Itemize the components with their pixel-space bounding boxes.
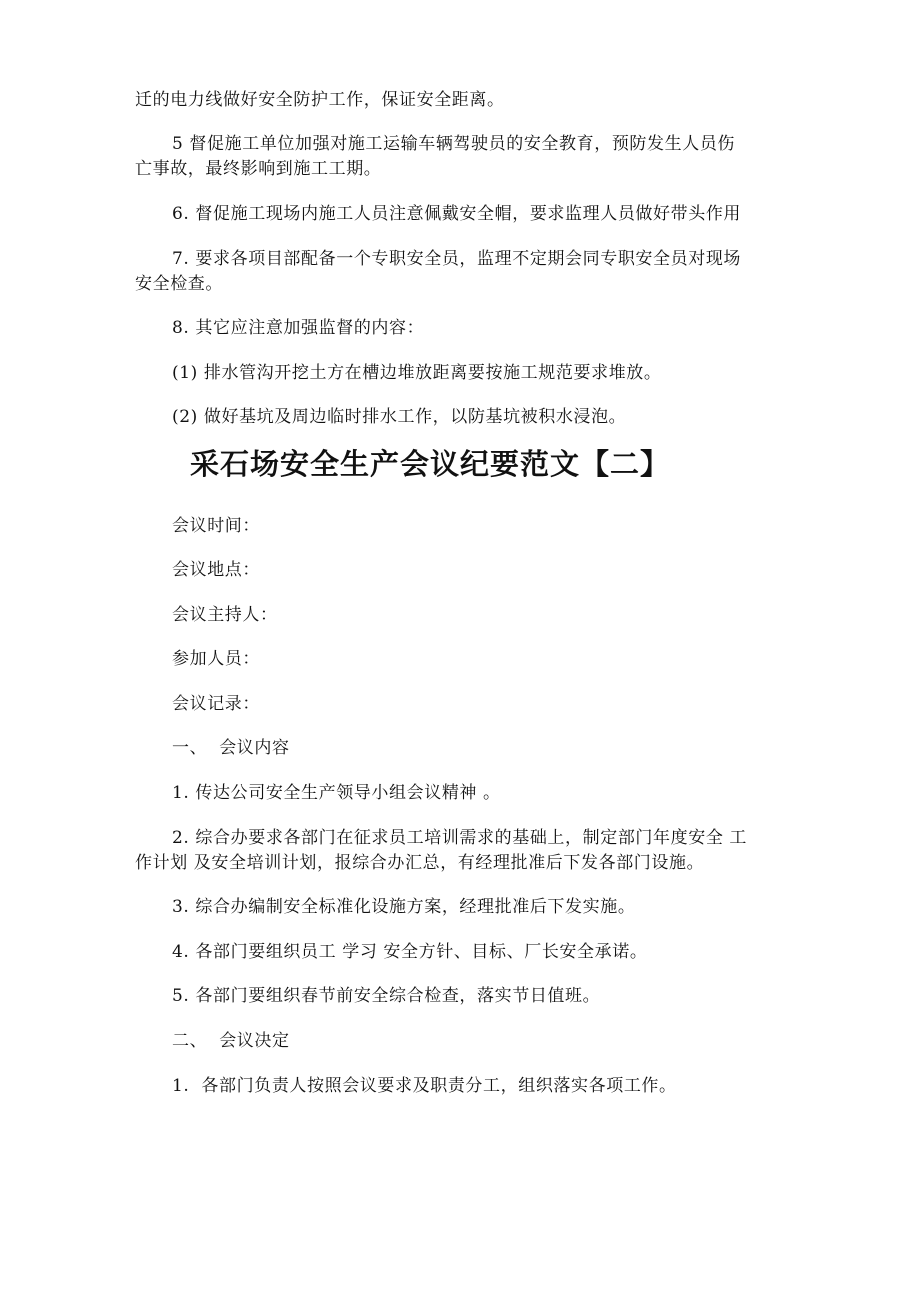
paragraph-line: (2) 做好基坑及周边临时排水工作，以防基坑被积水浸泡。 — [172, 407, 627, 427]
paragraph-line: 亡事故，最终影响到施工工期。 — [135, 159, 382, 179]
paragraph-line: 6. 督促施工现场内施工人员注意佩戴安全帽，要求监理人员做好带头作用 — [172, 204, 742, 224]
paragraph-line: 迁的电力线做好安全防护工作，保证安全距离。 — [135, 90, 505, 110]
list-item: 1. 传达公司安全生产领导小组会议精神 。 — [172, 783, 501, 803]
paragraph-line: 5 督促施工单位加强对施工运输车辆驾驶员的安全教育，预防发生人员伤 — [172, 134, 736, 154]
list-item: 3. 综合办编制安全标准化设施方案，经理批准后下发实施。 — [172, 897, 636, 917]
meeting-record-label: 会议记录： — [172, 694, 260, 714]
list-item: 4. 各部门要组织员工 学习 安全方针、目标、厂长安全承诺。 — [172, 942, 648, 962]
meeting-place-label: 会议地点： — [172, 560, 260, 580]
paragraph-line: 安全检查。 — [135, 274, 223, 294]
section-heading: 二、 会议决定 — [172, 1031, 290, 1051]
list-item: 5. 各部门要组织春节前安全综合检查，落实节日值班。 — [172, 986, 601, 1006]
meeting-host-label: 会议主持人： — [172, 605, 278, 625]
paragraph-line: 8. 其它应注意加强监督的内容： — [172, 318, 425, 338]
list-item: 1. 各部门负责人按照会议要求及职责分工，组织落实各项工作。 — [172, 1076, 677, 1096]
document-title: 采石场安全生产会议纪要范文【二】 — [190, 447, 671, 481]
list-item: 2. 综合办要求各部门在征求员工培训需求的基础上，制定部门年度安全 工 — [172, 828, 748, 848]
paragraph-line: 7. 要求各项目部配备一个专职安全员，监理不定期会同专职安全员对现场 — [172, 249, 742, 269]
paragraph-line: (1) 排水管沟开挖土方在槽边堆放距离要按施工规范要求堆放。 — [172, 363, 662, 383]
meeting-time-label: 会议时间： — [172, 516, 260, 536]
list-item-continued: 作计划 及安全培训计划，报综合办汇总，有经理批准后下发各部门设施。 — [135, 853, 705, 873]
attendees-label: 参加人员： — [172, 649, 260, 669]
section-heading: 一、 会议内容 — [172, 738, 290, 758]
